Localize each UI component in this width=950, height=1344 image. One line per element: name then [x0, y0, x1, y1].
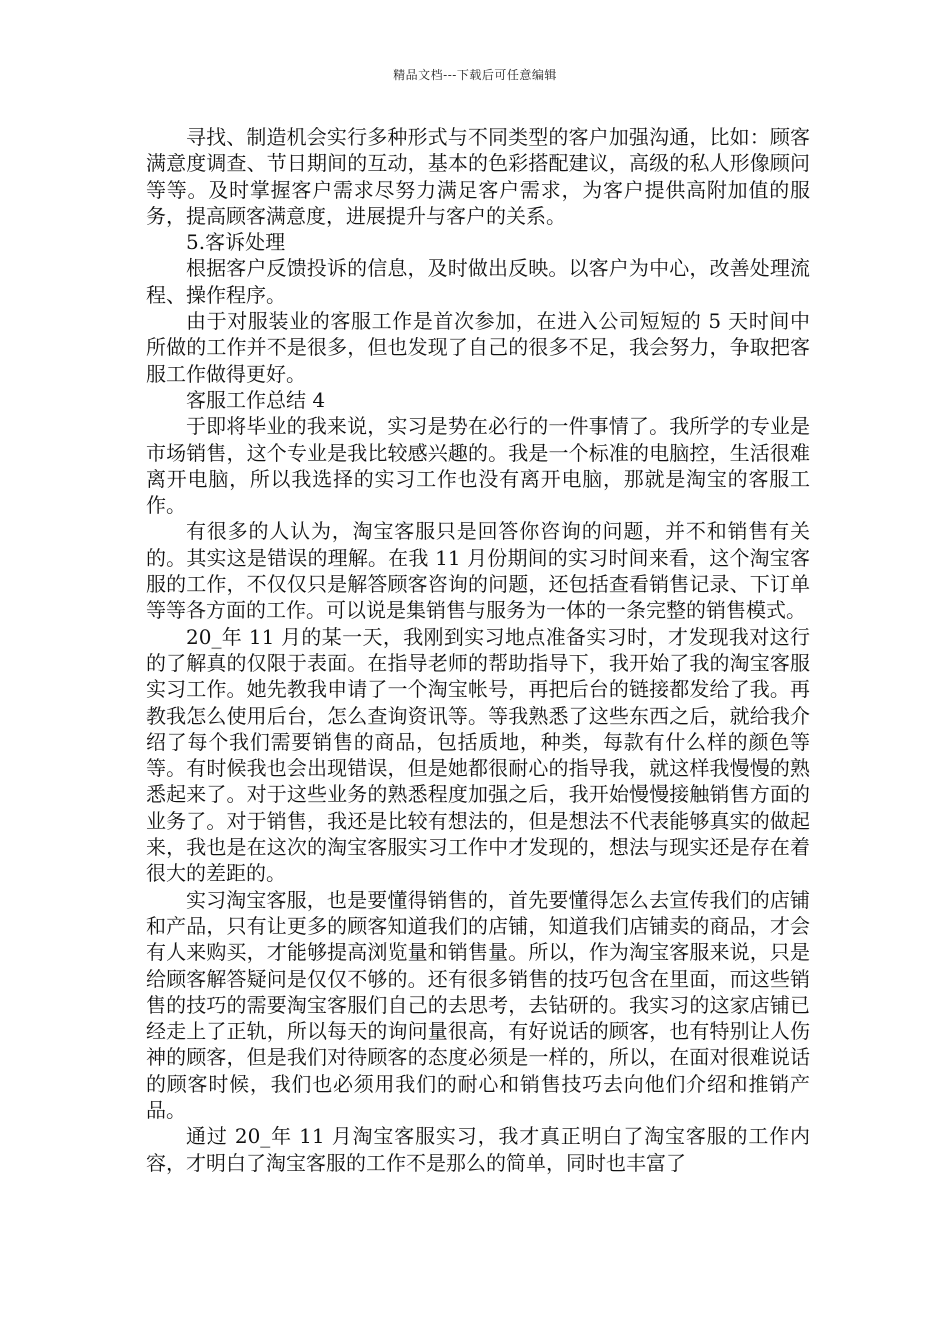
- paragraph-conclusion-start: 通过 20_年 11 月淘宝客服实习，我才真正明白了淘宝客服的工作内容，才明白了淘宝客服的工作不是那么的简单，同时也丰富了: [146, 1124, 810, 1175]
- document-body: [146, 124, 810, 1176]
- page-header: 精品文档---下载后可任意编辑: [393, 68, 557, 82]
- section-heading-complaint-handling: 5.客诉处理: [186, 230, 286, 255]
- paragraph-complaint-feedback: 根据客户反馈投诉的信息，及时做出反映。以客户为中心，改善处理流程、操作程序。: [146, 256, 810, 307]
- paragraph-taobao-service-scope: 有很多的人认为，淘宝客服只是回答你咨询的问题，并不和销售有关的。其实这是错误的理解。在我 11 月份期间的实习时间来看，这个淘宝客服的工作，不仅仅只是解答顾客咨询的问题，还包括查看销售记录、下订单等等各方面的工作。可以说是集销售与服务为一体的一条完整的销售模式。: [146, 519, 810, 623]
- paragraph-first-day: 20_年 11 月的某一天，我刚到实习地点准备实习时，才发现我对这行的了解真的仅限于表面。在指导老师的帮助指导下，我开始了我的淘宝客服实习工作。她先教我申请了一个淘宝帐号，再把后台的链接都发给了我。再教我怎么使用后台，怎么查询资讯等。等我熟悉了这些东西之后，就给我介绍了每个我们需要销售的商品，包括质地，种类，每款有什么样的颜色等等。有时候我也会出现错误，但是她都很耐心的指导我，就这样我慢慢的熟悉起来了。对于这些业务的熟悉程度加强之后，我开始慢慢接触销售方面的业务了。对于销售，我还是比较有想法的，但是想法不代表能够真实的做起来，我也是在这次的淘宝客服实习工作中才发现的，想法与现实还是存在着很大的差距的。: [146, 624, 810, 886]
- paragraph-internship-intro: 于即将毕业的我来说，实习是势在必行的一件事情了。我所学的专业是市场销售，这个专业是我比较感兴趣的。我是一个标准的电脑控，生活很难离开电脑，所以我选择的实习工作也没有离开电脑，那就是淘宝的客服工作。: [146, 414, 810, 518]
- paragraph-first-experience: 由于对服装业的客服工作是首次参加，在进入公司短短的 5 天时间中所做的工作并不是很多，但也发现了自己的很多不足，我会努力，争取把客服工作做得更好。: [146, 309, 810, 386]
- section-heading-summary-4: 客服工作总结 4: [186, 387, 326, 412]
- paragraph-customer-communication: 寻找、制造机会实行多种形式与不同类型的客户加强沟通，比如：顾客满意度调查、节日期间的互动，基本的色彩搭配建议，高级的私人形像顾问等等。及时掌握客户需求尽努力满足客户需求，为客户提供高附加值的服务，提高顾客满意度，进展提升与客户的关系。: [146, 125, 810, 228]
- paragraph-sales-skills: 实习淘宝客服，也是要懂得销售的，首先要懂得怎么去宣传我们的店铺和产品，只有让更多的顾客知道我们的店铺，知道我们店铺卖的商品，才会有人来购买，才能够提高浏览量和销售量。所以，作为淘宝客服来说，只是给顾客解答疑问是仅仅不够的。还有很多销售的技巧包含在里面，而这些销售的技巧的需要淘宝客服们自己的去思考，去钻研的。我实习的这家店铺已经走上了正轨，所以每天的询问量很高，有好说话的顾客，也有特别让人伤神的顾客，但是我们对待顾客的态度必须是一样的，所以，在面对很难说话的顾客时候，我们也必须用我们的耐心和销售技巧去向他们介绍和推销产品。: [146, 887, 810, 1122]
